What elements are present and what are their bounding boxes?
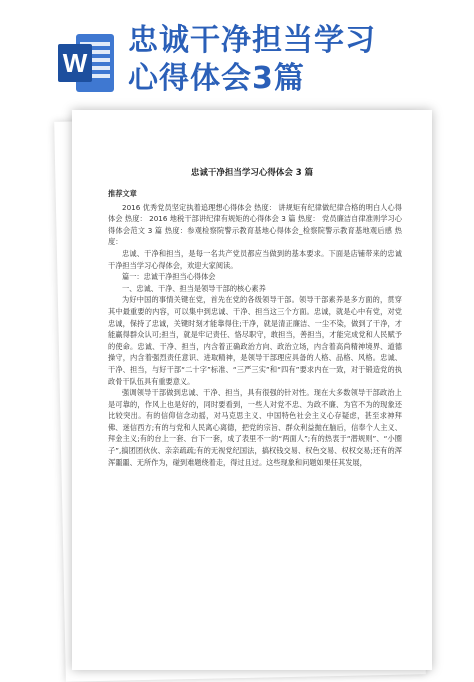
header-banner bbox=[0, 0, 474, 112]
paragraph: 2016 优秀党员坚定执着追理想心得体会 热度： 讲规矩有纪律做纪律合格的明白人心得体会 热度： 2016 地税干部讲纪律有规矩的心得体会 3 篇 热度： 党员廉洁自律准则学习心得体会范文 3 篇 热度：参观检察院警示教育基地心得体会_检察院警示教育基地观后感 热度： bbox=[108, 202, 402, 247]
section-subheading: 一、忠诚、干净、担当是领导干部的核心素养 bbox=[122, 283, 266, 293]
document-body bbox=[108, 188, 402, 468]
paragraph: 为好中国的事情关键在党，首先在党的各级领导干部。领导干部素养是多方面的，贯穿其中最重要的内容，可以集中到忠诚、干净、担当这三个方面。忠诚，就是心中有党，对党忠诚，保持了忠诚，关键时刻才能靠得住;干净，就是清正廉洁、一尘不染，做到了干净，才能赢得群众认可;担当，就是牢记责任、恪尽职守，敢担当，善担当，才能完成党和人民赋予的使命。忠诚、干净、担当，内含着正确政治方向、政治立场，内含着高尚精神境界、道德操守，内含着强烈责任意识、进取精神，是领导干部理应具备的人格、品格、风格。忠诚、干净、担当，与好干部“二十字”标准、“三严三实”和“四有”要求内在一致，对于锻造党的执政骨干队伍具有重要意义。 bbox=[108, 295, 402, 386]
banner-title-line1: 忠诚干净担当学习 bbox=[128, 23, 376, 58]
document-title: 忠诚干净担当学习心得体会 3 篇 bbox=[190, 168, 314, 178]
paragraph: 强调领导干部做到忠诚、干净、担当，具有很强的针对性。现在大多数领导干部政治上是可靠的，作风上也是好的，同时要看到，一些人对党不忠、为政不廉、为官不为的现象还比较突出。有的信仰信念动摇，对马克思主义、中国特色社会主义心存疑虑，甚至求神拜佛、迷信西方;有的与党和人民离心离德，把党的宗旨、群众利益抛在脑后，信奉个人主义、拜金主义;有的台上一套、台下一套，成了表里不一的“两面人”;有的热衷于“潜规则”、“小圈子”,搞团团伙伙、亲亲疏疏;有的无视党纪国法，搞权钱交易、权色交易、权权交易;还有的浑浑噩噩、无所作为，碰到难题绕着走，得过且过。这些现象和问题如果任其发展， bbox=[108, 388, 402, 467]
banner-title-line2: 心得体会3篇 bbox=[128, 61, 305, 96]
banner-title bbox=[128, 22, 458, 98]
svg-text:W: W bbox=[62, 48, 88, 78]
document-page bbox=[72, 110, 432, 670]
section-heading: 篇一：忠诚干净担当心得体会 bbox=[122, 272, 216, 282]
word-document-icon bbox=[58, 32, 116, 94]
paragraph: 忠诚、干净和担当，是每一名共产党员都应当做到的基本要求。下面是店铺带来的忠诚干净担当学习心得体会，欢迎大家阅读。 bbox=[108, 248, 402, 270]
recommend-label: 推荐文章 bbox=[108, 189, 137, 198]
